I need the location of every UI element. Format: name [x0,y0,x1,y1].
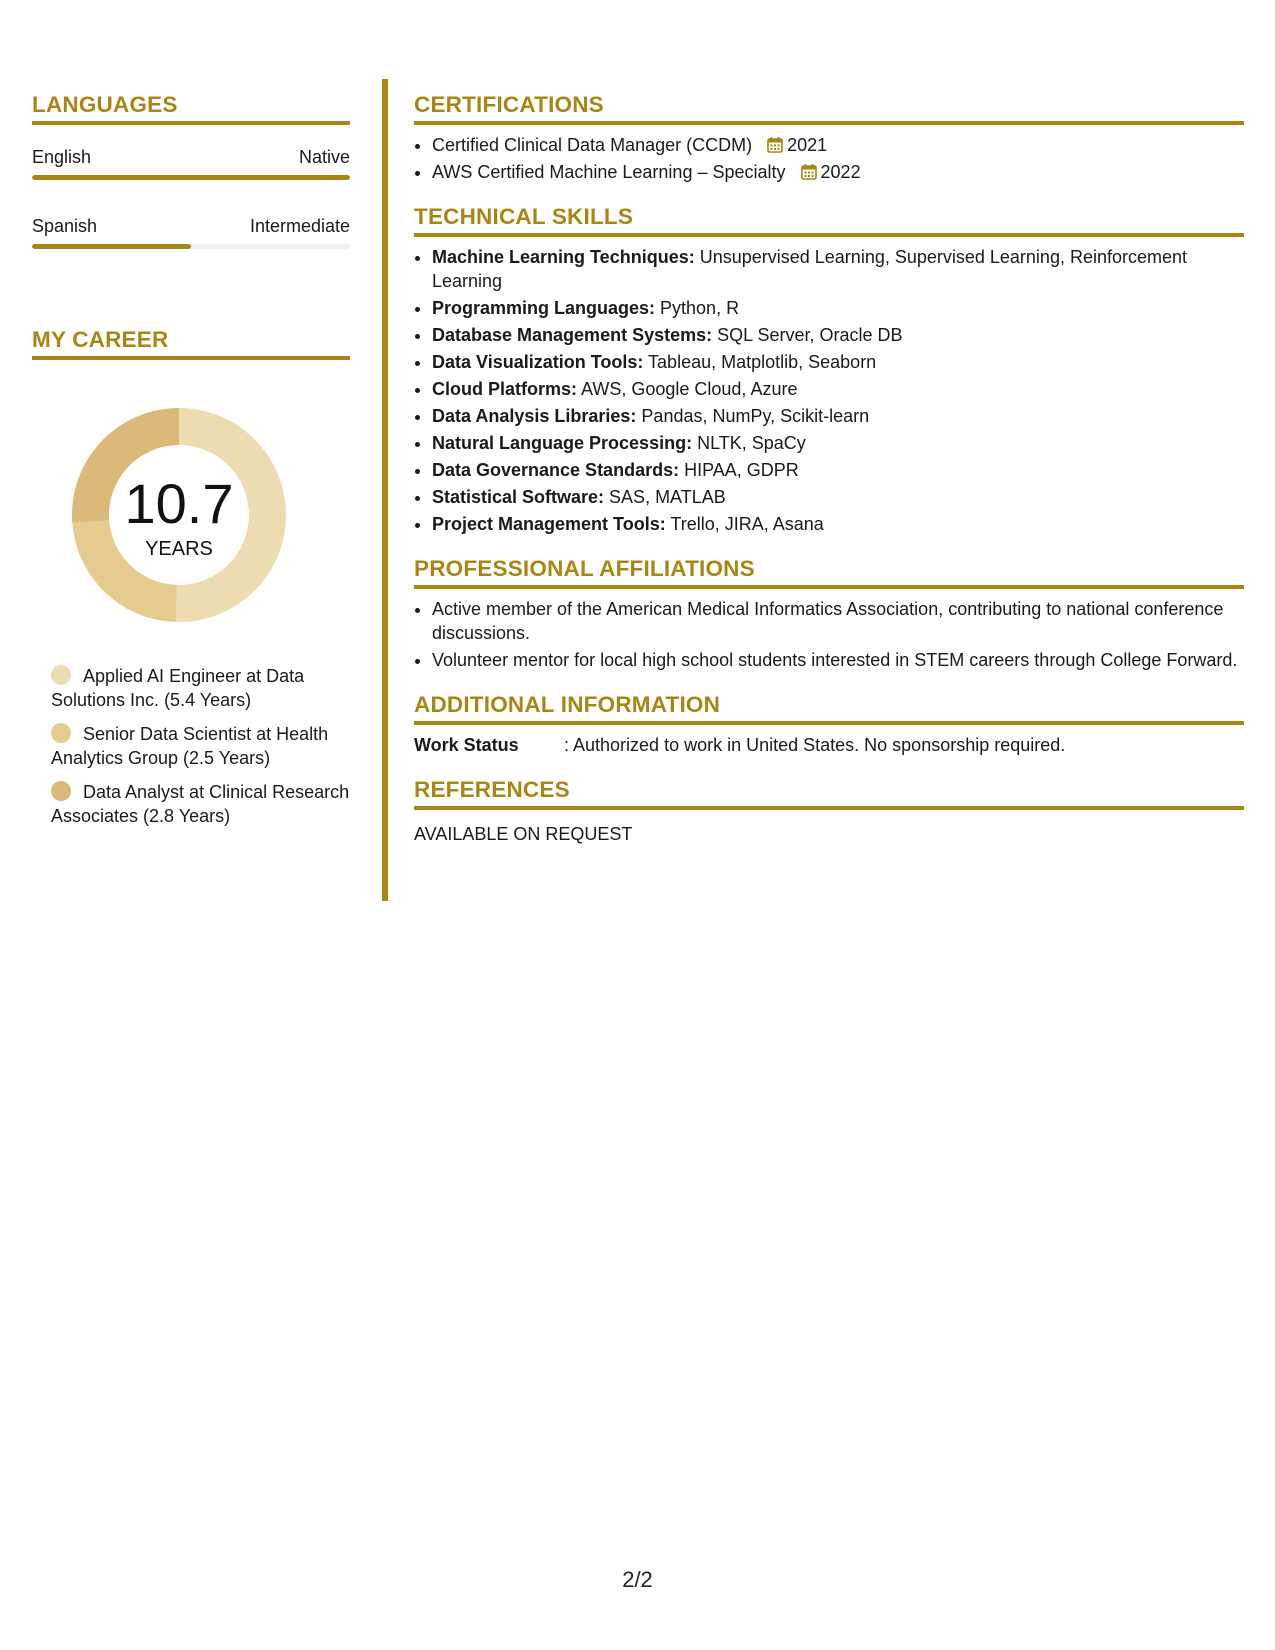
language-entry-spanish [32,216,350,249]
skill-item [432,377,1244,401]
language-name: English [32,147,92,167]
career-legend-label: Applied AI Engineer at Data Solutions Inc. (5.4 Years) [51,666,305,710]
certification-year: 2021 [787,135,828,155]
language-proficiency-fill [32,175,350,180]
skill-label: Machine Learning Techniques: [432,247,695,267]
calendar-icon [801,163,817,180]
language-level: Intermediate [249,216,350,236]
certification-item [432,133,1244,157]
skill-label: Data Governance Standards: [432,460,680,480]
career-legend-label: Senior Data Scientist at Health Analytics Group (2.5 Years) [51,724,329,768]
language-entry-english [32,147,350,180]
language-proficiency-fill [32,244,191,249]
skill-label: Database Management Systems: [432,325,713,345]
career-total-years: 10.7 [124,472,234,535]
legend-dot-icon [51,723,71,743]
skill-label: Data Visualization Tools: [432,352,644,372]
column-divider [382,79,388,901]
skill-value: Tableau, Matplotlib, Seaborn [643,352,877,372]
skill-label: Natural Language Processing: [432,433,693,453]
skill-value: Trello, JIRA, Asana [665,514,824,534]
career-donut-chart [66,402,292,628]
left-column [32,92,350,838]
page-number: 2/2 [622,1567,653,1592]
skill-item [432,296,1244,320]
skill-value: Pandas, NumPy, Scikit-learn [636,406,870,426]
affiliation-item: • Volunteer mentor for local high school students interested in STEM careers through College Forward. [432,648,1244,672]
affiliations-list [414,597,1244,672]
calendar-icon [767,136,783,153]
language-proficiency-bar [32,244,350,249]
career-title: MY CAREER [32,327,350,360]
skills-title: TECHNICAL SKILLS [414,204,1244,237]
career-legend-item [51,722,350,770]
skill-item [432,350,1244,374]
certifications-title: CERTIFICATIONS [414,92,1244,125]
career-legend-item [51,780,350,828]
certification-name: Certified Clinical Data Manager (CCDM) [432,135,753,155]
skill-item [432,323,1244,347]
career-legend [51,664,350,828]
languages-title: LANGUAGES [32,92,350,125]
skill-value: SAS, MATLAB [604,487,726,507]
right-column [414,92,1244,846]
career-legend-label: Data Analyst at Clinical Research Associates (2.8 Years) [51,782,350,826]
work-status-label: Work Status [414,735,519,755]
skill-value: SQL Server, Oracle DB [712,325,903,345]
certification-item [432,160,1244,184]
work-status-row [414,733,1244,757]
language-level: Native [298,147,350,167]
skill-value: NLTK, SpaCy [692,433,806,453]
skill-item [432,245,1244,293]
affiliation-item: • Active member of the American Medical Informatics Association, contributing to national conference discussions. [432,597,1244,645]
skill-label: Programming Languages: [432,298,656,318]
skill-value: Unsupervised Learning, Supervised Learning, Reinforcement Learning [432,247,1188,291]
legend-dot-icon [51,665,71,685]
skill-item [432,485,1244,509]
skill-item [432,431,1244,455]
work-status-value: : Authorized to work in United States. No sponsorship required. [564,735,1066,755]
skill-item [432,512,1244,536]
skill-label: Data Analysis Libraries: [432,406,637,426]
career-total-unit: YEARS [145,538,213,560]
skill-value: HIPAA, GDPR [679,460,799,480]
legend-dot-icon [51,781,71,801]
certifications-list [414,133,1244,184]
skill-value: AWS, Google Cloud, Azure [577,379,798,399]
additional-info-title: ADDITIONAL INFORMATION [414,692,1244,725]
skill-item [432,404,1244,428]
skill-label: Cloud Platforms: [432,379,578,399]
donut-center [66,402,292,628]
references-text: AVAILABLE ON REQUEST [414,824,633,844]
certification-name: AWS Certified Machine Learning – Specialty [432,162,786,182]
language-proficiency-bar [32,175,350,180]
skill-label: Statistical Software: [432,487,605,507]
skill-item [432,458,1244,482]
career-legend-item [51,664,350,712]
skill-value: Python, R [655,298,740,318]
language-name: Spanish [32,216,98,236]
certification-year: 2022 [820,162,861,182]
skill-label: Project Management Tools: [432,514,666,534]
affiliations-title: PROFESSIONAL AFFILIATIONS [414,556,1244,589]
skills-list [414,245,1244,536]
references-title: REFERENCES [414,777,1244,810]
